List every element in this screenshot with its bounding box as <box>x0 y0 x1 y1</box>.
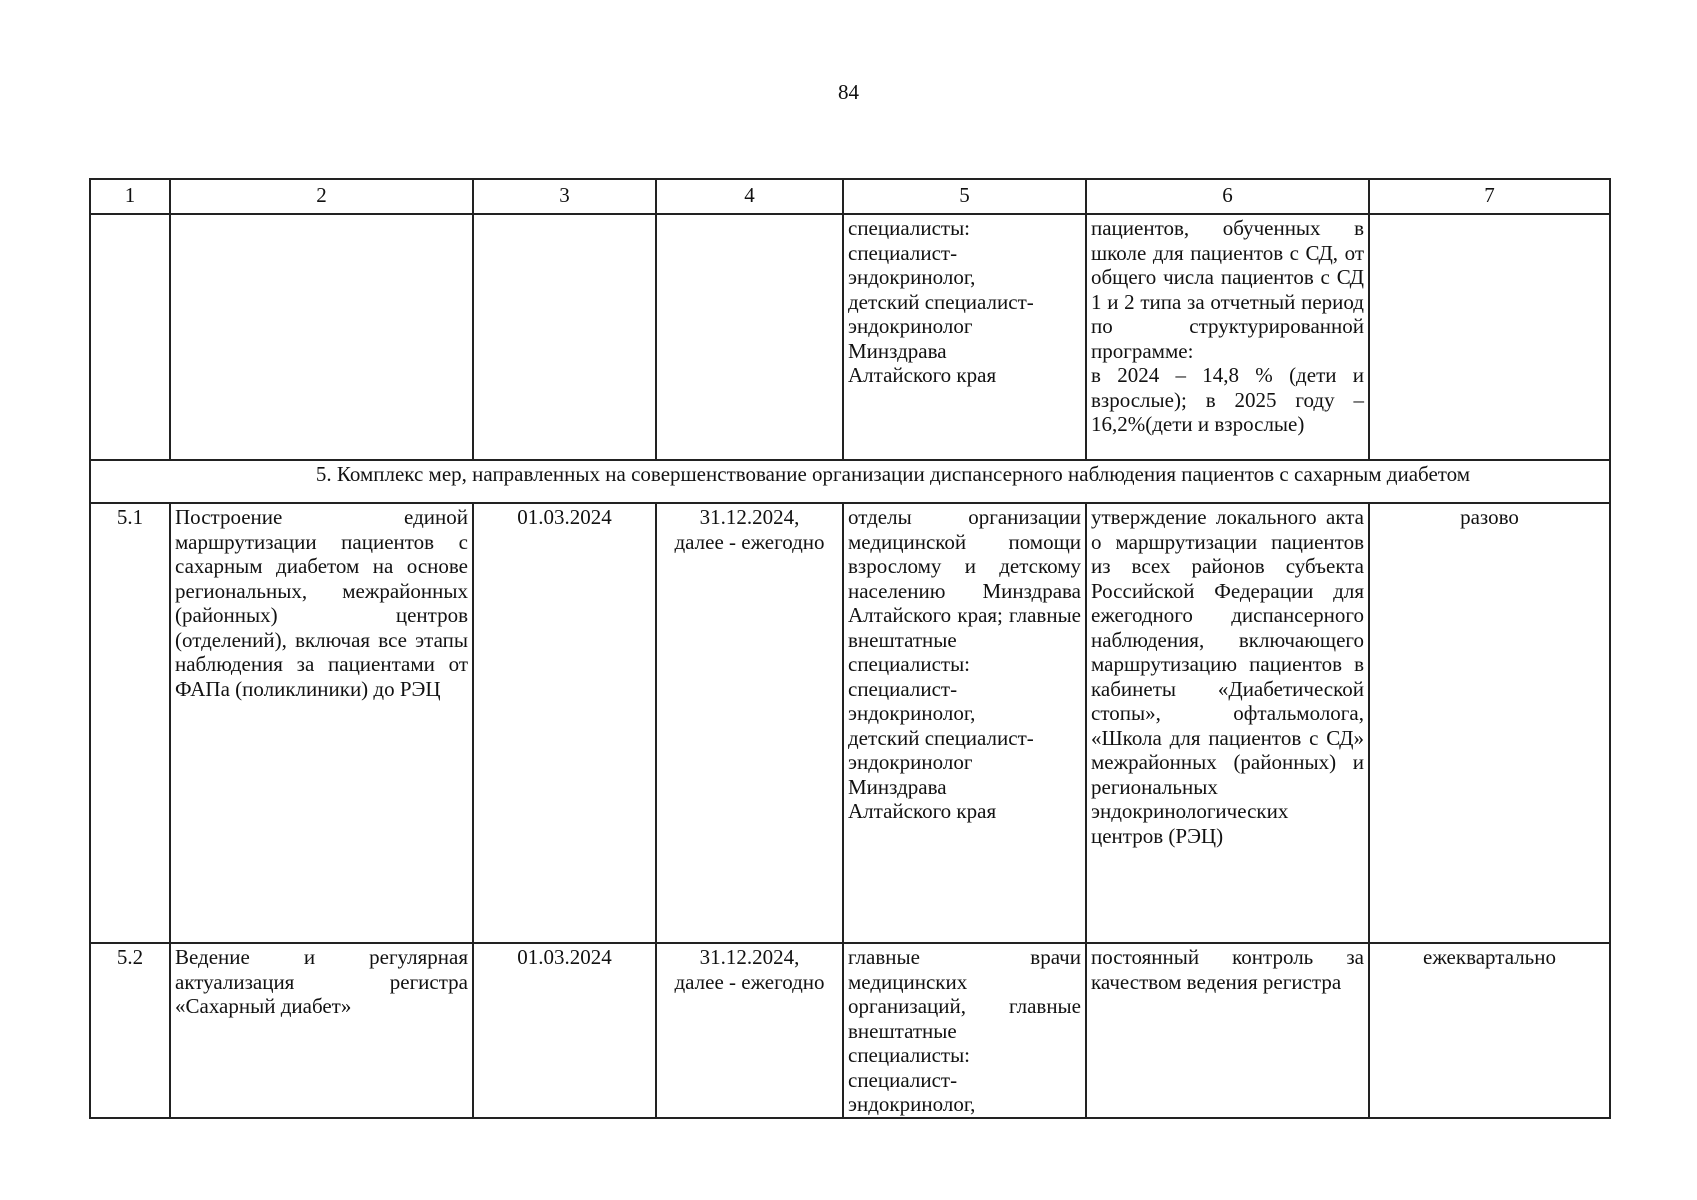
section-row <box>90 460 1610 503</box>
cell-result: утверждение локального акта о маршрутизации пациентов из всех районов субъекта Российской Федерации для ежегодного диспансерного наблюдения, включающего маршрутизацию пациентов в кабинеты «Диабетической стопы», офтальмолога, «Школа для пациентов с СД» межрайонных (районных) и региональных эндокринологических центров (РЭЦ) <box>1086 503 1369 943</box>
section-title-cell <box>90 460 1610 503</box>
section-title: 5. Комплекс мер, направленных на совершенствование организации диспансерного наблюдения пациентов с сахарным диабетом <box>315 462 1471 486</box>
cell-action: Ведение и регулярная актуализация регистра «Сахарный диабет» <box>170 943 473 1118</box>
table-row <box>90 503 1610 943</box>
cell-frequency <box>1369 214 1610 460</box>
cell-responsible: специалисты: специалист- эндокринолог, детский специалист- эндокринолог Минздрава Алтайского края <box>843 214 1086 460</box>
cell-result: пациентов, обученных в школе для пациентов с СД, от общего числа пациентов с СД 1 и 2 типа за отчетный период по структурированной программе: в 2024 – 14,8 % (дети и взрослые); в 2025 году – 16,2%(дети и взрослые) <box>1086 214 1369 460</box>
column-header: 1 <box>90 179 170 214</box>
cell-action: Построение единой маршрутизации пациентов с сахарным диабетом на основе региональных, межрайонных (районных) центров (отделений), включая все этапы наблюдения за пациентами от ФАПа (поликлиники) до РЭЦ <box>170 503 473 943</box>
cell-end-date: 31.12.2024, далее - ежегодно <box>656 943 843 1118</box>
table-row-continued <box>90 214 1610 460</box>
cell-frequency: ежеквартально <box>1369 943 1610 1118</box>
cell-end-date <box>656 214 843 460</box>
column-header: 7 <box>1369 179 1610 214</box>
column-header: 4 <box>656 179 843 214</box>
table-row <box>90 943 1610 1118</box>
cell-action <box>170 214 473 460</box>
column-header: 5 <box>843 179 1086 214</box>
cell-responsible: главные врачи медицинских организаций, главные внештатные специалисты: специалист- эндокринолог, <box>843 943 1086 1118</box>
cell-start-date: 01.03.2024 <box>473 503 656 943</box>
cell-number <box>90 214 170 460</box>
table-header-row <box>90 179 1610 214</box>
cell-responsible: отделы организации медицинской помощи взрослому и детскому населению Минздрава Алтайского края; главные внештатные специалисты: специалист- эндокринолог, детский специалист- эндокринолог Минздрава Алтайского края <box>843 503 1086 943</box>
page-number: 84 <box>838 80 859 104</box>
column-header: 3 <box>473 179 656 214</box>
cell-start-date <box>473 214 656 460</box>
column-header: 2 <box>170 179 473 214</box>
cell-number: 5.2 <box>90 943 170 1118</box>
column-header: 6 <box>1086 179 1369 214</box>
cell-start-date: 01.03.2024 <box>473 943 656 1118</box>
measures-table <box>89 178 1611 1119</box>
cell-number: 5.1 <box>90 503 170 943</box>
cell-result: постоянный контроль за качеством ведения регистра <box>1086 943 1369 1118</box>
cell-frequency: разово <box>1369 503 1610 943</box>
cell-end-date: 31.12.2024, далее - ежегодно <box>656 503 843 943</box>
